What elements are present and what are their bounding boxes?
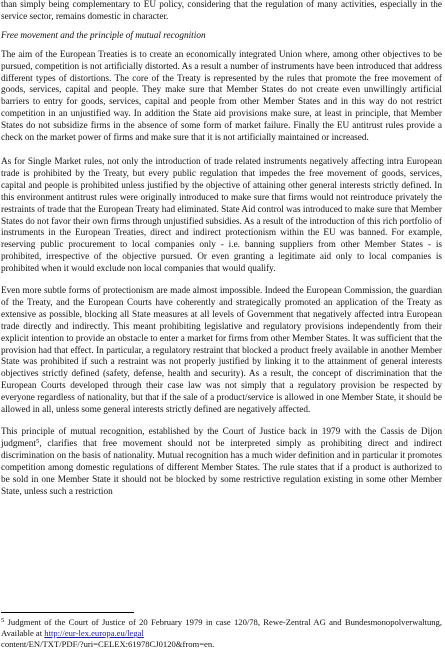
footnote-text: Judgment of the Court of Justice of 20 February 1979 in case 120/78, Rewe-Zentral AG and Bundesmonopolverwaltung, Available at: [1, 617, 442, 639]
footnote-divider: [1, 612, 134, 613]
footnote-link-continuation: content/EN/TXT/PDF/?uri=CELEX:61978CJ0120&from=en.: [1, 639, 215, 650]
paragraph-continuation: than simply being complementary to EU policy, considering that the regulation of many activities, especially in the service sector, remains domestic in character.: [1, 0, 442, 22]
mutual-recognition-text-start: This principle of mutual recognition, established by the Court of Justice back in 1979 with the Cassis de Dijon judgment: [1, 427, 442, 449]
mutual-recognition-text-end: , clarifies that free movement should not be interpreted simply as prohibiting direct and indirect discrimination on the basis of nationality. Mutual recognition has a much wider definition and in particular it promotes competition among domestic regulations of different Member States. The rule states that if a product is authorized to be sold in one Member State it should not be blocked by some restrictive regulation existing in some other Member State, unless such a restriction: [1, 438, 442, 497]
footnote: [1, 617, 442, 651]
section-heading: Free movement and the principle of mutual recognition: [1, 30, 206, 41]
paragraph-subtle-protectionism: Even more subtle forms of protectionism are made almost impossible. Indeed the European Commission, the guardian of the Treaty, and the European Courts have coherently and strategically promoted an application of the Treaty as extensive as possible, blocking all State measures at all levels of Government that negatively affected intra European trade directly and indirectly. This meant prohibiting legislative and regulatory provisions independently from their explicit intention to provide an obstacle to enter a market for firms from other Member States. It was sufficient that the provision had that effect. In particular, a regulatory restraint that blocked a product freely available in another Member State was prohibited if such a restraint was not properly justified by linking it to the attainment of general interests objectives strictly defined (safety, defense, health and security). As a result, the concept of discrimination that the European Courts developed through their case law was not simply that a regulatory provision be respected by everyone regardless of nationality, but that if the sale of a product/service is allowed in one Member State, it should be allowed in all, unless some general interests strictly defined are negatively affected.: [1, 286, 442, 416]
paragraph-mutual-recognition: [1, 427, 442, 498]
paragraph-single-market-rules: As for Single Market rules, not only the introduction of trade related instruments negatively affecting intra European trade is prohibited by the Treaty, but every public regulation that impedes the free movement of goods, services, capital and people is prohibited unless justified by the objective of attaining other general interests strictly defined. In this environment antitrust rules were originally introduced to make sure that firms would not reintroduce privately the restraints of trade that the European Treaty had eliminated. State Aid control was introduced to make sure that Member States do not favor their own firms through unjustified subsidies. As a result of the introduction of this rich portfolio of instruments in the European Treaties, direct and indirect protectionism within the EU was banned. For example, reserving public procurement to local companies only - i.e. banning suppliers from other Member States - is prohibited, irrespective of the objective pursued. Or even granting a legitimate aid only to local companies is prohibited when it would exclude non local companies that would qualify.: [1, 156, 442, 275]
footnote-link[interactable]: http://eur-lex.europa.eu/legal: [44, 628, 144, 639]
footnote-reference[interactable]: 5: [35, 437, 40, 445]
paragraph-treaty-aims: The aim of the European Treaties is to create an economically integrated Union where, among other objectives to be pursued, competition is not artificially distorted. As a result a number of instruments have been introduced that address different types of distortions. The core of the Treaty is represented by the rules that promote the free movement of goods, services, capital and people. They make sure that Member States do not create even unwillingly artificial barriers to entry for goods, services, capital and people from other Member States and in this way do not restrict competition in an unjustified way. In addition the State aid provisions make sure, at least in principle, that Member States do not subsidize firms in the absence of some form of market failure. Finally the EU antitrust rules provide a check on the market power of firms and make sure that it is not artificially maintained or increased.: [1, 49, 442, 144]
footnote-number: 5: [1, 617, 5, 624]
